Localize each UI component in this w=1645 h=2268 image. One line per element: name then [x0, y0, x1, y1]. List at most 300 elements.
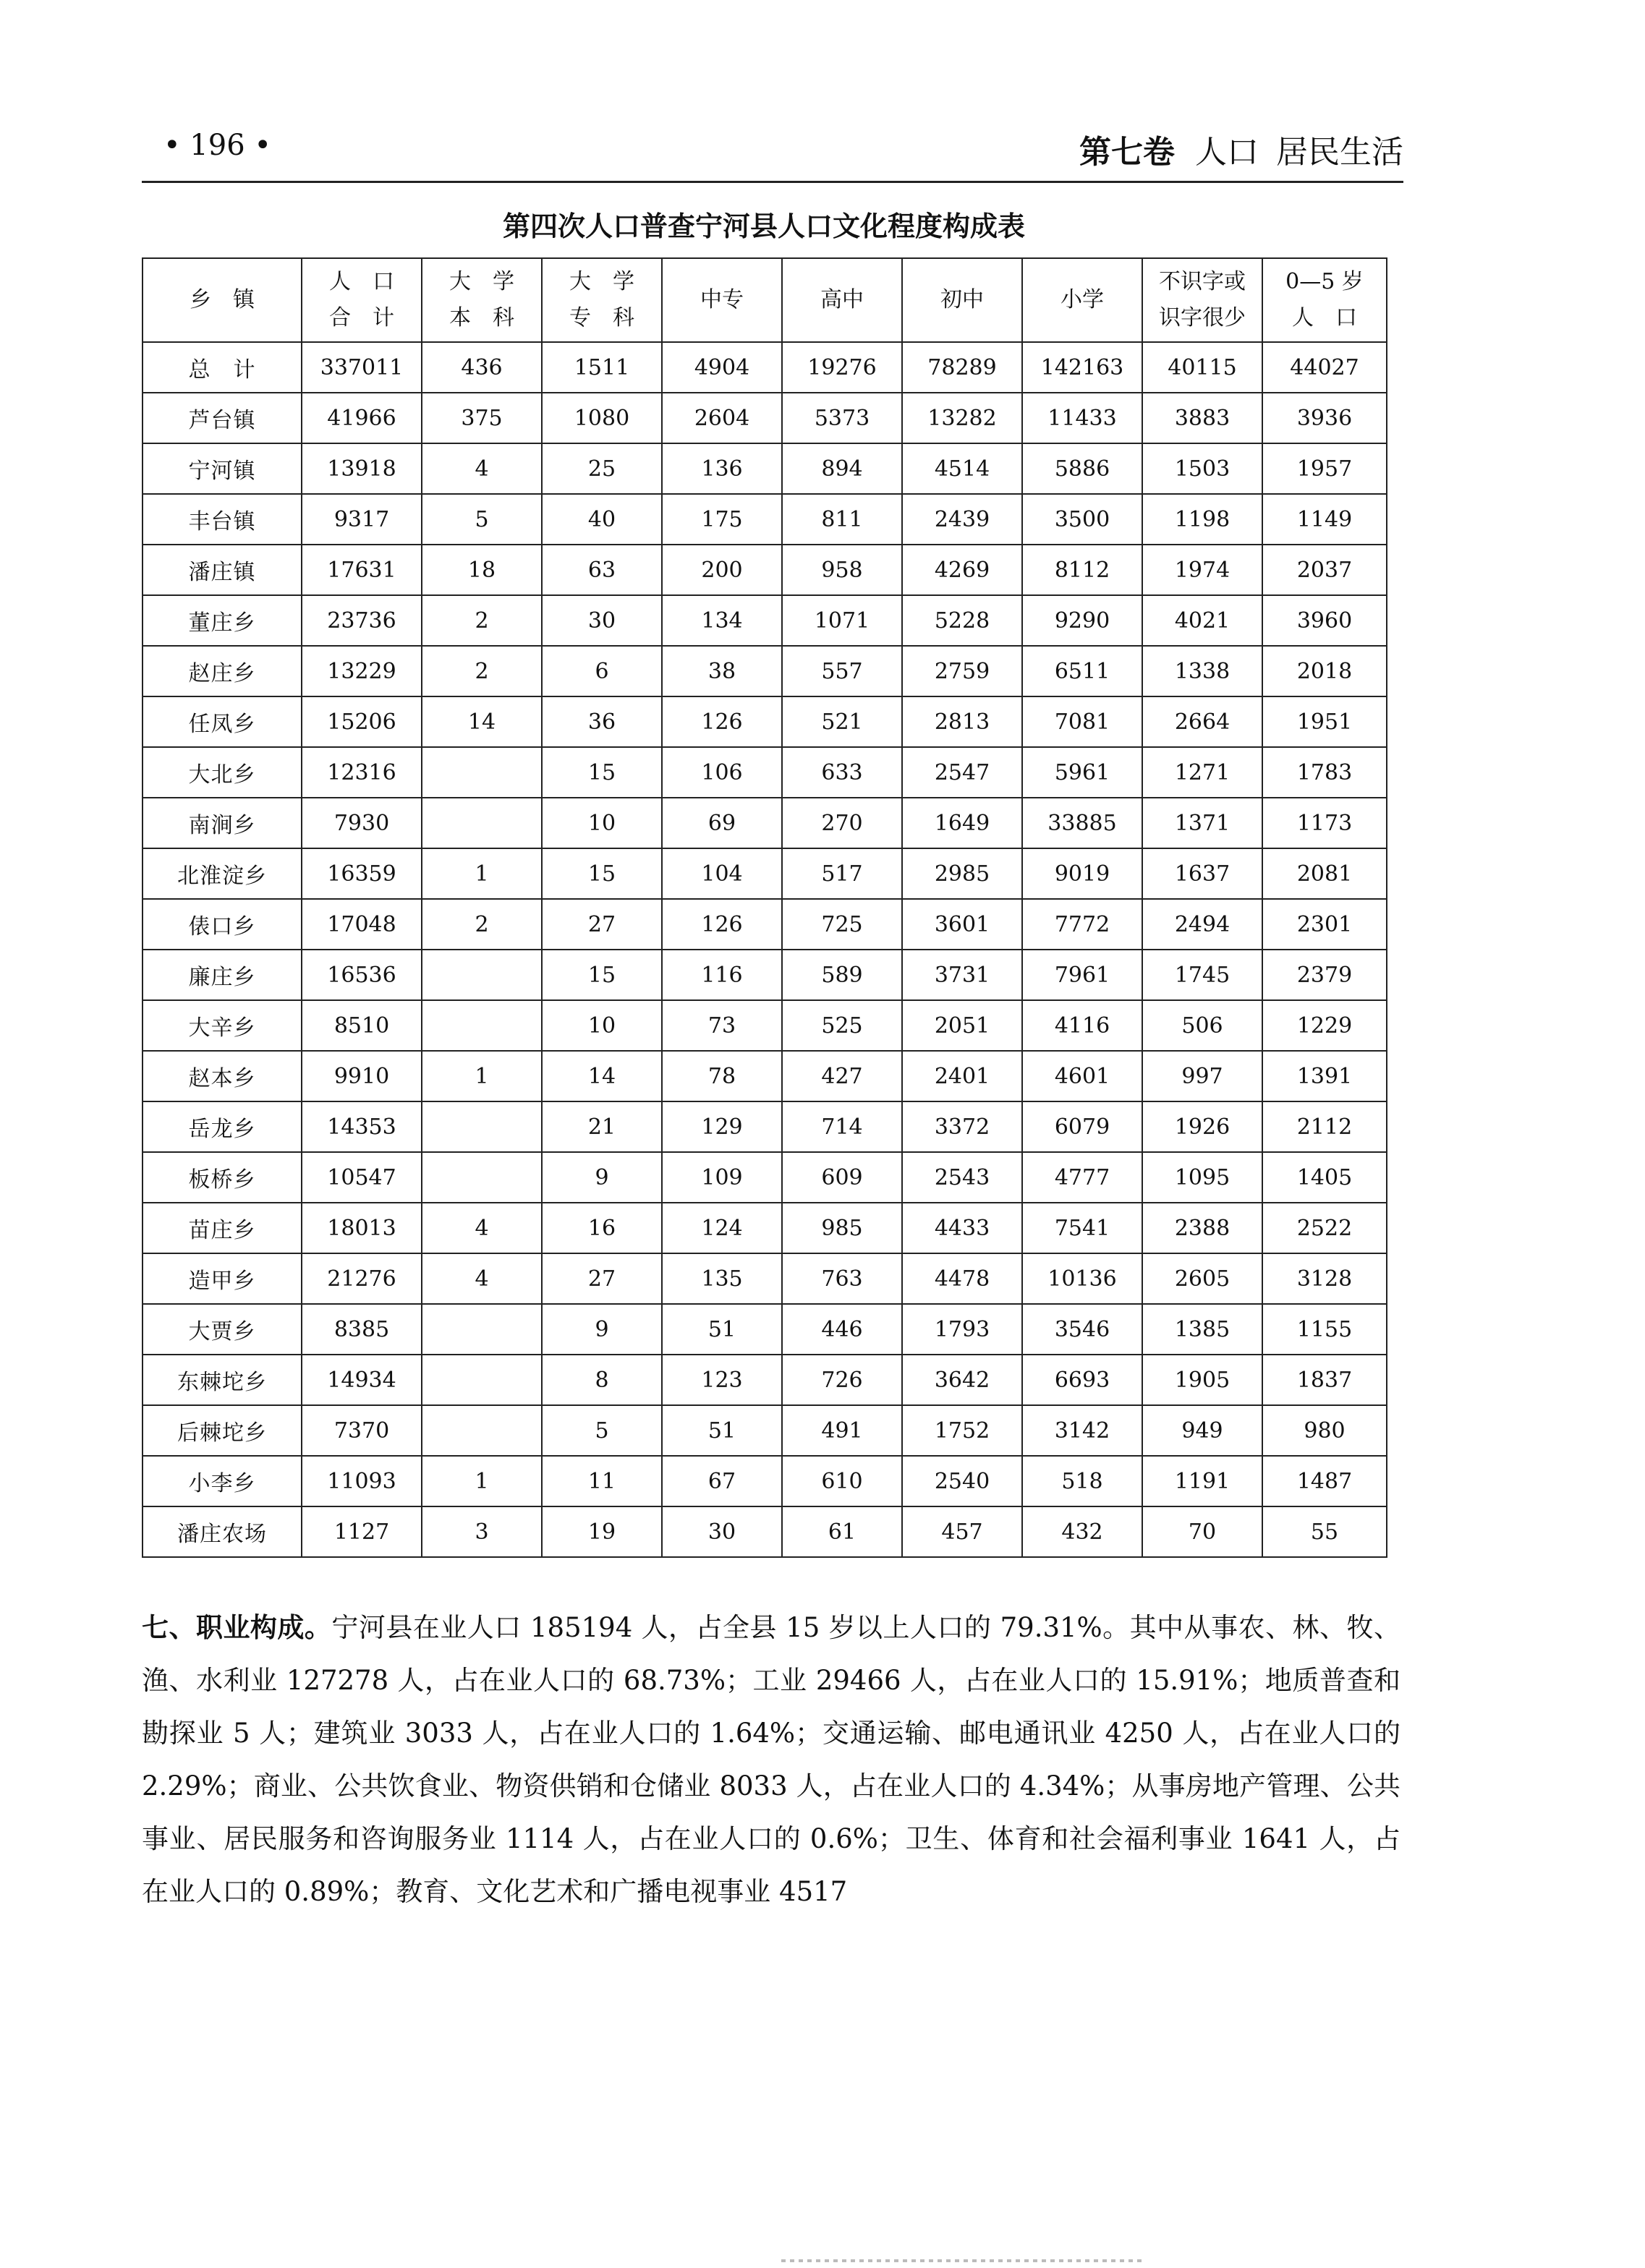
value-cell: 337011: [302, 342, 422, 393]
value-cell: 67: [662, 1456, 782, 1506]
value-cell: 3: [422, 1506, 542, 1557]
value-cell: 436: [422, 342, 542, 393]
value-cell: 506: [1142, 1000, 1262, 1051]
value-cell: 40115: [1142, 342, 1262, 393]
value-cell: 9019: [1022, 848, 1142, 899]
town-name-cell: 赵庄乡: [143, 646, 302, 696]
value-cell: 491: [782, 1405, 902, 1456]
value-cell: 4021: [1142, 595, 1262, 646]
value-cell: 7541: [1022, 1203, 1142, 1253]
value-cell: 3546: [1022, 1304, 1142, 1355]
value-cell: 5228: [902, 595, 1022, 646]
value-cell: 7772: [1022, 899, 1142, 950]
value-cell: 15206: [302, 696, 422, 747]
value-cell: 14: [422, 696, 542, 747]
value-cell: 3936: [1262, 393, 1387, 443]
value-cell: 135: [662, 1253, 782, 1304]
column-header-line1: 不识字或: [1159, 269, 1246, 294]
value-cell: 457: [902, 1506, 1022, 1557]
table-row: [143, 1101, 1387, 1152]
value-cell: 200: [662, 545, 782, 595]
town-name-cell: 后棘坨乡: [143, 1405, 302, 1456]
page-number: • 196 •: [163, 129, 271, 162]
value-cell: 2051: [902, 1000, 1022, 1051]
section-label-2: 居民生活: [1276, 134, 1403, 171]
value-cell: 9: [542, 1304, 662, 1355]
value-cell: 2: [422, 899, 542, 950]
value-cell: 36: [542, 696, 662, 747]
column-header-line1: 大 学: [449, 269, 514, 294]
value-cell: 18: [422, 545, 542, 595]
table-row: [143, 696, 1387, 747]
value-cell: 2401: [902, 1051, 1022, 1101]
value-cell: 610: [782, 1456, 902, 1506]
value-cell: 4904: [662, 342, 782, 393]
value-cell: 714: [782, 1101, 902, 1152]
value-cell: 3960: [1262, 595, 1387, 646]
value-cell: 116: [662, 950, 782, 1000]
value-cell: 1127: [302, 1506, 422, 1557]
table-row: [143, 1304, 1387, 1355]
value-cell: 14934: [302, 1355, 422, 1405]
town-name-cell: 任凤乡: [143, 696, 302, 747]
table-row: [143, 1152, 1387, 1203]
value-cell: 980: [1262, 1405, 1387, 1456]
value-cell: 2494: [1142, 899, 1262, 950]
value-cell: 518: [1022, 1456, 1142, 1506]
value-cell: 6079: [1022, 1101, 1142, 1152]
value-cell: 525: [782, 1000, 902, 1051]
value-cell: 15: [542, 848, 662, 899]
value-cell: 2: [422, 595, 542, 646]
occupation-paragraph: [142, 1601, 1400, 1918]
value-cell: 1837: [1262, 1355, 1387, 1405]
value-cell: 41966: [302, 393, 422, 443]
value-cell: 21276: [302, 1253, 422, 1304]
value-cell: 11093: [302, 1456, 422, 1506]
value-cell: 2813: [902, 696, 1022, 747]
value-cell: 2522: [1262, 1203, 1387, 1253]
value-cell: 1974: [1142, 545, 1262, 595]
table-row: [143, 747, 1387, 798]
value-cell: 4601: [1022, 1051, 1142, 1101]
value-cell: 1926: [1142, 1101, 1262, 1152]
town-name-cell: 小李乡: [143, 1456, 302, 1506]
column-header-line1: 初中: [940, 287, 984, 312]
value-cell: 9: [542, 1152, 662, 1203]
town-name-cell: 大北乡: [143, 747, 302, 798]
value-cell: 2605: [1142, 1253, 1262, 1304]
value-cell: 958: [782, 545, 902, 595]
value-cell: 142163: [1022, 342, 1142, 393]
value-cell: 1405: [1262, 1152, 1387, 1203]
value-cell: 78289: [902, 342, 1022, 393]
value-cell: 2379: [1262, 950, 1387, 1000]
value-cell: 3500: [1022, 494, 1142, 545]
value-cell: 763: [782, 1253, 902, 1304]
value-cell: 985: [782, 1203, 902, 1253]
town-name-cell: 南涧乡: [143, 798, 302, 848]
value-cell: 2301: [1262, 899, 1387, 950]
value-cell: [422, 1355, 542, 1405]
value-cell: 13282: [902, 393, 1022, 443]
value-cell: 2112: [1262, 1101, 1387, 1152]
value-cell: 27: [542, 1253, 662, 1304]
value-cell: 8510: [302, 1000, 422, 1051]
value-cell: 124: [662, 1203, 782, 1253]
value-cell: 4: [422, 443, 542, 494]
value-cell: [422, 1304, 542, 1355]
value-cell: 2: [422, 646, 542, 696]
town-name-cell: 苗庄乡: [143, 1203, 302, 1253]
value-cell: 7961: [1022, 950, 1142, 1000]
value-cell: 557: [782, 646, 902, 696]
value-cell: 2543: [902, 1152, 1022, 1203]
table-header-row: [143, 258, 1387, 342]
value-cell: 3372: [902, 1101, 1022, 1152]
town-name-cell: 潘庄农场: [143, 1506, 302, 1557]
value-cell: 1783: [1262, 747, 1387, 798]
value-cell: 33885: [1022, 798, 1142, 848]
value-cell: 2759: [902, 646, 1022, 696]
town-name-cell: 董庄乡: [143, 595, 302, 646]
value-cell: 3142: [1022, 1405, 1142, 1456]
value-cell: 1391: [1262, 1051, 1387, 1101]
value-cell: 6511: [1022, 646, 1142, 696]
town-name-cell: 芦台镇: [143, 393, 302, 443]
column-header-line2: 识字很少: [1159, 305, 1246, 331]
value-cell: 1745: [1142, 950, 1262, 1000]
value-cell: 19276: [782, 342, 902, 393]
value-cell: 4514: [902, 443, 1022, 494]
value-cell: 10547: [302, 1152, 422, 1203]
value-cell: 432: [1022, 1506, 1142, 1557]
column-header: [1022, 258, 1142, 342]
town-name-cell: 廉庄乡: [143, 950, 302, 1000]
value-cell: [422, 950, 542, 1000]
value-cell: 25: [542, 443, 662, 494]
value-cell: 4777: [1022, 1152, 1142, 1203]
value-cell: 78: [662, 1051, 782, 1101]
value-cell: 51: [662, 1405, 782, 1456]
value-cell: 9317: [302, 494, 422, 545]
column-header: [662, 258, 782, 342]
value-cell: 70: [1142, 1506, 1262, 1557]
column-header-line2: 合 计: [329, 305, 394, 331]
value-cell: 2439: [902, 494, 1022, 545]
column-header-line1: 高中: [820, 287, 864, 312]
table-row: [143, 798, 1387, 848]
value-cell: 6693: [1022, 1355, 1142, 1405]
section-label-1: 人口: [1195, 134, 1259, 171]
value-cell: 38: [662, 646, 782, 696]
value-cell: 2018: [1262, 646, 1387, 696]
value-cell: 1155: [1262, 1304, 1387, 1355]
value-cell: 126: [662, 899, 782, 950]
column-header-line1: 中专: [700, 287, 744, 312]
value-cell: 9290: [1022, 595, 1142, 646]
value-cell: [422, 747, 542, 798]
value-cell: 4: [422, 1203, 542, 1253]
value-cell: 997: [1142, 1051, 1262, 1101]
value-cell: 4478: [902, 1253, 1022, 1304]
value-cell: 30: [662, 1506, 782, 1557]
column-header: [143, 258, 302, 342]
value-cell: 1: [422, 1051, 542, 1101]
value-cell: 16359: [302, 848, 422, 899]
value-cell: 1229: [1262, 1000, 1387, 1051]
value-cell: 5373: [782, 393, 902, 443]
value-cell: 5: [542, 1405, 662, 1456]
value-cell: 23736: [302, 595, 422, 646]
table-row: [143, 1051, 1387, 1101]
paragraph-lead: 七、职业构成。: [142, 1612, 332, 1643]
value-cell: 5886: [1022, 443, 1142, 494]
value-cell: 123: [662, 1355, 782, 1405]
column-header: [782, 258, 902, 342]
column-header-line1: 大 学: [569, 269, 634, 294]
column-header: [1142, 258, 1262, 342]
value-cell: 1793: [902, 1304, 1022, 1355]
value-cell: 10: [542, 1000, 662, 1051]
value-cell: 375: [422, 393, 542, 443]
value-cell: 63: [542, 545, 662, 595]
value-cell: 2388: [1142, 1203, 1262, 1253]
value-cell: 7370: [302, 1405, 422, 1456]
value-cell: 633: [782, 747, 902, 798]
value-cell: 725: [782, 899, 902, 950]
value-cell: 69: [662, 798, 782, 848]
value-cell: 10: [542, 798, 662, 848]
value-cell: 949: [1142, 1405, 1262, 1456]
value-cell: 4433: [902, 1203, 1022, 1253]
table-row: [143, 595, 1387, 646]
value-cell: 1487: [1262, 1456, 1387, 1506]
town-name-cell: 丰台镇: [143, 494, 302, 545]
town-name-cell: 大辛乡: [143, 1000, 302, 1051]
value-cell: 8385: [302, 1304, 422, 1355]
value-cell: [422, 1405, 542, 1456]
value-cell: 15: [542, 950, 662, 1000]
value-cell: 1957: [1262, 443, 1387, 494]
value-cell: 521: [782, 696, 902, 747]
table-row: [143, 899, 1387, 950]
table-body: [143, 342, 1387, 1557]
value-cell: 61: [782, 1506, 902, 1557]
value-cell: 21: [542, 1101, 662, 1152]
census-table: [142, 257, 1387, 1558]
value-cell: 55: [1262, 1506, 1387, 1557]
value-cell: 7930: [302, 798, 422, 848]
value-cell: 2664: [1142, 696, 1262, 747]
value-cell: 726: [782, 1355, 902, 1405]
value-cell: 2547: [902, 747, 1022, 798]
value-cell: 9910: [302, 1051, 422, 1101]
table-row: [143, 1456, 1387, 1506]
value-cell: 8: [542, 1355, 662, 1405]
value-cell: 1191: [1142, 1456, 1262, 1506]
value-cell: 109: [662, 1152, 782, 1203]
value-cell: 2985: [902, 848, 1022, 899]
table-row: [143, 950, 1387, 1000]
value-cell: 1: [422, 848, 542, 899]
value-cell: 1071: [782, 595, 902, 646]
value-cell: 1095: [1142, 1152, 1262, 1203]
running-title: [1079, 126, 1403, 172]
value-cell: 44027: [1262, 342, 1387, 393]
value-cell: 18013: [302, 1203, 422, 1253]
town-name-cell: 俵口乡: [143, 899, 302, 950]
value-cell: 1752: [902, 1405, 1022, 1456]
table-row: [143, 342, 1387, 393]
column-header: [422, 258, 542, 342]
column-header-line2: 本 科: [449, 305, 514, 331]
value-cell: 1511: [542, 342, 662, 393]
value-cell: 2081: [1262, 848, 1387, 899]
town-name-cell: 东棘坨乡: [143, 1355, 302, 1405]
value-cell: 609: [782, 1152, 902, 1203]
value-cell: 126: [662, 696, 782, 747]
value-cell: 17631: [302, 545, 422, 595]
value-cell: 11433: [1022, 393, 1142, 443]
value-cell: [422, 798, 542, 848]
town-name-cell: 板桥乡: [143, 1152, 302, 1203]
table-title: 第四次人口普查宁河县人口文化程度构成表: [502, 210, 1025, 242]
value-cell: 2540: [902, 1456, 1022, 1506]
value-cell: 3601: [902, 899, 1022, 950]
value-cell: 589: [782, 950, 902, 1000]
value-cell: 1637: [1142, 848, 1262, 899]
table-row: [143, 1355, 1387, 1405]
value-cell: 14353: [302, 1101, 422, 1152]
value-cell: 811: [782, 494, 902, 545]
value-cell: 104: [662, 848, 782, 899]
value-cell: 1951: [1262, 696, 1387, 747]
table-row: [143, 443, 1387, 494]
page-header: [142, 122, 1403, 179]
table-row: [143, 1253, 1387, 1304]
value-cell: 40: [542, 494, 662, 545]
column-header-line1: 小学: [1060, 287, 1104, 312]
value-cell: 1149: [1262, 494, 1387, 545]
value-cell: 4269: [902, 545, 1022, 595]
table-row: [143, 393, 1387, 443]
town-name-cell: 总 计: [143, 342, 302, 393]
value-cell: 1385: [1142, 1304, 1262, 1355]
town-name-cell: 宁河镇: [143, 443, 302, 494]
value-cell: 5961: [1022, 747, 1142, 798]
table-row: [143, 1506, 1387, 1557]
column-header-line1: 乡 镇: [190, 287, 255, 312]
value-cell: 13918: [302, 443, 422, 494]
value-cell: 10136: [1022, 1253, 1142, 1304]
value-cell: 17048: [302, 899, 422, 950]
column-header-line1: 人 口: [329, 269, 394, 294]
value-cell: 134: [662, 595, 782, 646]
value-cell: 16: [542, 1203, 662, 1253]
value-cell: 446: [782, 1304, 902, 1355]
header-rule: [142, 181, 1403, 183]
value-cell: 5: [422, 494, 542, 545]
town-name-cell: 岳龙乡: [143, 1101, 302, 1152]
column-header: [302, 258, 422, 342]
column-header: [1262, 258, 1387, 342]
value-cell: 13229: [302, 646, 422, 696]
value-cell: 1905: [1142, 1355, 1262, 1405]
value-cell: 1: [422, 1456, 542, 1506]
value-cell: 1649: [902, 798, 1022, 848]
town-name-cell: 北淮淀乡: [143, 848, 302, 899]
value-cell: 3642: [902, 1355, 1022, 1405]
value-cell: 73: [662, 1000, 782, 1051]
value-cell: 4116: [1022, 1000, 1142, 1051]
value-cell: 7081: [1022, 696, 1142, 747]
table-row: [143, 1405, 1387, 1456]
value-cell: 3731: [902, 950, 1022, 1000]
table-row: [143, 494, 1387, 545]
town-name-cell: 造甲乡: [143, 1253, 302, 1304]
value-cell: [422, 1101, 542, 1152]
table-row: [143, 1203, 1387, 1253]
value-cell: 2604: [662, 393, 782, 443]
column-header-line1: 0—5 岁: [1285, 269, 1364, 294]
value-cell: 1503: [1142, 443, 1262, 494]
table-row: [143, 646, 1387, 696]
value-cell: [422, 1152, 542, 1203]
table-row: [143, 848, 1387, 899]
value-cell: 270: [782, 798, 902, 848]
value-cell: 19: [542, 1506, 662, 1557]
value-cell: 894: [782, 443, 902, 494]
value-cell: 4: [422, 1253, 542, 1304]
value-cell: 1271: [1142, 747, 1262, 798]
value-cell: 1198: [1142, 494, 1262, 545]
value-cell: 6: [542, 646, 662, 696]
town-name-cell: 赵本乡: [143, 1051, 302, 1101]
value-cell: 12316: [302, 747, 422, 798]
table-row: [143, 1000, 1387, 1051]
value-cell: 106: [662, 747, 782, 798]
value-cell: [422, 1000, 542, 1051]
value-cell: 136: [662, 443, 782, 494]
value-cell: 129: [662, 1101, 782, 1152]
value-cell: 14: [542, 1051, 662, 1101]
value-cell: 16536: [302, 950, 422, 1000]
value-cell: 175: [662, 494, 782, 545]
column-header: [902, 258, 1022, 342]
column-header-line2: 专 科: [569, 305, 634, 331]
paragraph-text: 宁河县在业人口 185194 人，占全县 15 岁以上人口的 79.31%。其中从事农、林、牧、渔、水利业 127278 人，占在业人口的 68.73%；工业 29466 人，占在业人口的 15.91%；地质普查和勘探业 5 人；建筑业 3033 人，占在业人口的 1.64%；交通运输、邮电通讯业 4250 人，占在业人口的 2.29%；商业、公共饮食业、物资供销和仓储业 8033 人，占在业人口的 4.34%；从事房地产管理、公共事业、居民服务和咨询服务业 1114 人，占在业人口的 0.6%；卫生、体育和社会福利事业 1641 人，占在业人口的 0.89%；教育、文化艺术和广播电视事业 4517: [142, 1612, 1401, 1907]
column-header-line2: 人 口: [1292, 305, 1357, 331]
value-cell: 27: [542, 899, 662, 950]
value-cell: 427: [782, 1051, 902, 1101]
value-cell: 517: [782, 848, 902, 899]
volume-label: 第七卷: [1079, 134, 1175, 171]
value-cell: 11: [542, 1456, 662, 1506]
town-name-cell: 大贾乡: [143, 1304, 302, 1355]
value-cell: 15: [542, 747, 662, 798]
column-header: [542, 258, 662, 342]
value-cell: 1371: [1142, 798, 1262, 848]
town-name-cell: 潘庄镇: [143, 545, 302, 595]
value-cell: 1338: [1142, 646, 1262, 696]
value-cell: 3128: [1262, 1253, 1387, 1304]
value-cell: 3883: [1142, 393, 1262, 443]
value-cell: 8112: [1022, 545, 1142, 595]
value-cell: 1173: [1262, 798, 1387, 848]
value-cell: 2037: [1262, 545, 1387, 595]
value-cell: 30: [542, 595, 662, 646]
